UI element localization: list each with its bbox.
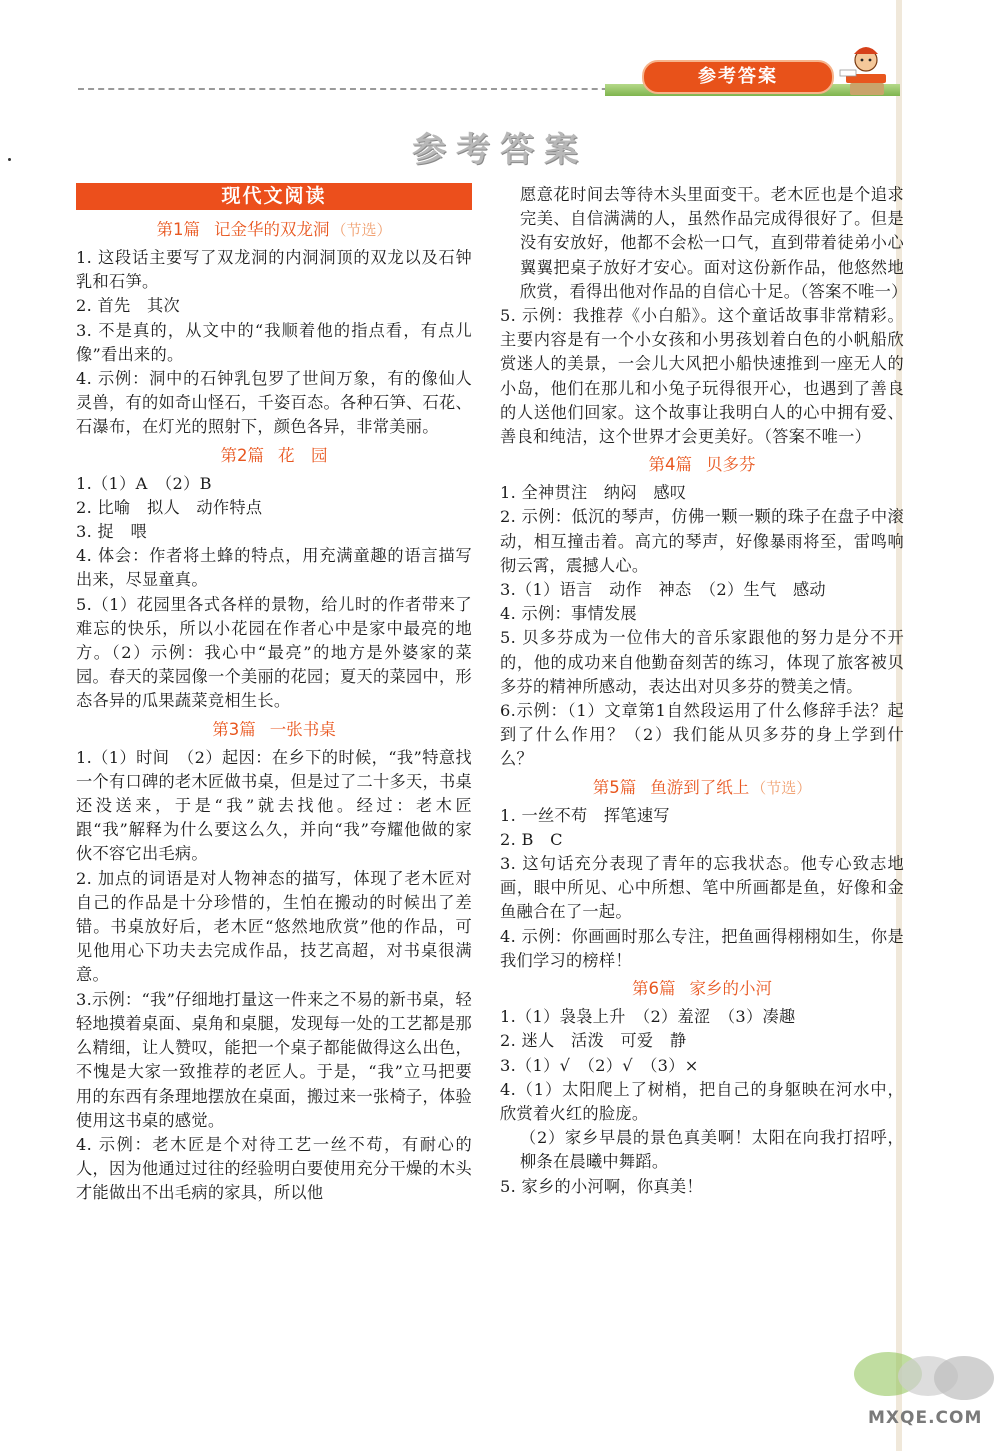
article-4 (500, 449, 904, 771)
article-title (76, 214, 472, 246)
article-name: 贝多芬 (706, 455, 756, 475)
article-1 (76, 214, 472, 440)
header-divider (78, 88, 638, 90)
mascot-icon (832, 40, 892, 100)
answer-item: 3. 这句话充分表现了青年的忘我状态。他专心致志地画，眼中所见、心中所想、笔中所画都是鱼，好像和金鱼融合在了一起。 (500, 854, 904, 922)
answer-item: 4. 示例：事情发展 (500, 604, 637, 624)
section-banner: 现代文阅读 (76, 183, 472, 210)
answer-item: 3. 捉 喂 (76, 522, 147, 542)
answer-item: 4.（1）太阳爬上了树梢，把自己的身躯映在河水中，欣赏着火红的脸庞。 (500, 1079, 904, 1123)
answer-item: 5. 贝多芬成为一位伟大的音乐家跟他的努力是分不开的，他的成功来自他勤奋刻苦的练习，体现了旅客被贝多芬的精神所感动，表达出对贝多芬的赞美之情。 (500, 628, 904, 696)
answer-item: 1. 一丝不苟 挥笔速写 (500, 805, 670, 825)
answer-item: 4. 示例：你画画时那么专注，把鱼画得栩栩如生，你是我们学习的榜样！ (500, 926, 904, 970)
article-name: 一张书桌 (269, 719, 336, 739)
right-column (500, 183, 908, 1199)
answer-item: 5. 示例：我推荐《小白船》。这个童话故事非常精彩。主要内容是有一个小女孩和小男孩划着白色的小帆船欣赏迷人的美景，一会儿大风把小船快速推到一座无人的小岛，他们在那儿和小兔子玩得很开心，也遇到了善良的人送他们回家。这个故事让我明白人的心中拥有爱、善良和纯洁，这个世界才会更美好。（答案不唯一） (500, 306, 904, 447)
article-5 (500, 772, 904, 973)
answer-item: 2. 首先 其次 (76, 296, 180, 316)
article-name: 花 园 (278, 445, 328, 465)
article-title (76, 714, 472, 746)
answer-item: 3.（1）√ （2）√ （3）× (500, 1055, 699, 1075)
answer-continuation: 愿意花时间去等待木头里面变干。老木匠也是个追求完美、自信满满的人，虽然作品完成得很好了。但是没有安放好，他都不会松一口气，直到带着徒弟小心翼翼把桌子放好才安心。面对这份新作品，他悠然地欣赏，看得出他对作品的自信心十足。（答案不唯一） (520, 185, 908, 301)
answer-item: 3.（1）语言 动作 神态 （2）生气 感动 (500, 580, 826, 600)
answer-item: （2）家乡早晨的景色真美啊！太阳在向我打招呼，柳条在晨曦中舞蹈。 (520, 1128, 904, 1172)
article-name: 家乡的小河 (689, 979, 772, 999)
answer-item: 3. 不是真的，从文中的“我顺着他的指点看，有点儿像”看出来的。 (76, 320, 472, 364)
answer-item: 1. 这段话主要写了双龙洞的内洞洞顶的双龙以及石钟乳和石笋。 (76, 248, 472, 292)
article-title (500, 772, 904, 804)
article-note: （节选） (751, 778, 812, 797)
answer-item: 4. 体会：作者将土蜂的特点，用充满童趣的语言描写出来，尽显童真。 (76, 546, 472, 590)
answer-item: 3.示例：“我”仔细地打量这一件来之不易的新书桌，轻轻地摸着桌面、桌角和桌腿，发现每一处的工艺都是那么精细，让人赞叹，能把一个桌子都能做得这么出色，不愧是大家一致推荐的老匠人。于是，“我”立马把要用的东西有条理地摆放在桌面，搬过来一张椅子，体验使用这书桌的感觉。 (76, 989, 472, 1130)
article-number: 第3篇 (212, 719, 256, 739)
article-title (500, 973, 904, 1005)
article-number: 第1篇 (156, 220, 200, 239)
header-badge: 参考答案 (642, 60, 834, 94)
article-number: 第6篇 (632, 979, 676, 999)
answer-item: 2. 加点的词语是对人物神态的描写，体现了老木匠对自己的作品是十分珍惜的，生怕在搬动的时候出了差错。书桌放好后，老木匠“悠然地欣赏”他的作品，可见他用心下功夫去完成作品，技艺高超，对书桌很满意。 (76, 868, 472, 985)
answer-item: 6.示例：（1）文章第1自然段运用了什么修辞手法？起到了什么作用？（2）我们能从贝多芬的身上学到什么？ (500, 701, 904, 769)
answer-item: 2. 示例：低沉的琴声，仿佛一颗一颗的珠子在盘子中滚动，相互撞击着。高亢的琴声，好像暴雨将至，雷鸣响彻云霄，震撼人心。 (500, 507, 904, 575)
article-2 (76, 440, 472, 714)
article-title (500, 449, 904, 481)
answer-item: 5.（1）花园里各式各样的景物，给儿时的作者带来了难忘的快乐，所以小花园在作者心中是家中最亮的地方。（2）示例：我心中“最亮”的地方是外婆家的菜园。春天的菜园像一个美丽的花园；夏天的菜园中，形态各异的瓜果蔬菜竞相生长。 (76, 594, 472, 711)
article-number: 第5篇 (592, 777, 637, 797)
answer-item: 5. 家乡的小河啊，你真美！ (500, 1176, 703, 1196)
article-3 (76, 714, 472, 1206)
answer-item: 4. 示例：洞中的石钟乳包罗了世间万象，有的像仙人灵兽，有的如奇山怪石，千姿百态。各种石笋、石花、石瀑布，在灯光的照射下，颜色各异，非常美丽。 (76, 369, 472, 437)
article-number: 第4篇 (648, 455, 692, 475)
answer-item: 1.（1）A （2）B (76, 473, 212, 493)
article-number: 第2篇 (220, 445, 264, 465)
answer-item: 2. B C (500, 829, 563, 849)
watermark-text: MXQE.COM (868, 1408, 983, 1428)
answer-item: 1.（1）袅袅上升 （2）羞涩 （3）凑趣 (500, 1007, 796, 1027)
answer-item: 4. 示例：老木匠是个对待工艺一丝不苟，有耐心的人，因为他通过过往的经验明白要使用充分干燥的木头才能做出不出毛病的家具，所以他 (76, 1134, 472, 1203)
answer-item: 2. 迷人 活泼 可爱 静 (500, 1031, 687, 1051)
answer-item: 1.（1）时间 （2）起因：在乡下的时候，“我”特意找一个有口碑的老木匠做书桌，但是过了二十多天，书桌还没送来，于是“我”就去找他。经过：老木匠跟“我”解释为什么要这么久，并向“我”夸耀他做的家伙不容它出毛病。 (76, 747, 472, 864)
article-note: （节选） (331, 221, 392, 239)
answer-item: 1. 全神贯注 纳闷 感叹 (500, 483, 687, 503)
answer-item: 2. 比喻 拟人 动作特点 (76, 497, 263, 517)
page-title: 参考答案 (412, 130, 588, 170)
article-name: 记金华的双龙洞 (213, 220, 330, 239)
article-6 (500, 973, 904, 1199)
article-name: 鱼游到了纸上 (650, 777, 750, 797)
left-column (76, 183, 472, 1206)
article-title (76, 440, 472, 472)
